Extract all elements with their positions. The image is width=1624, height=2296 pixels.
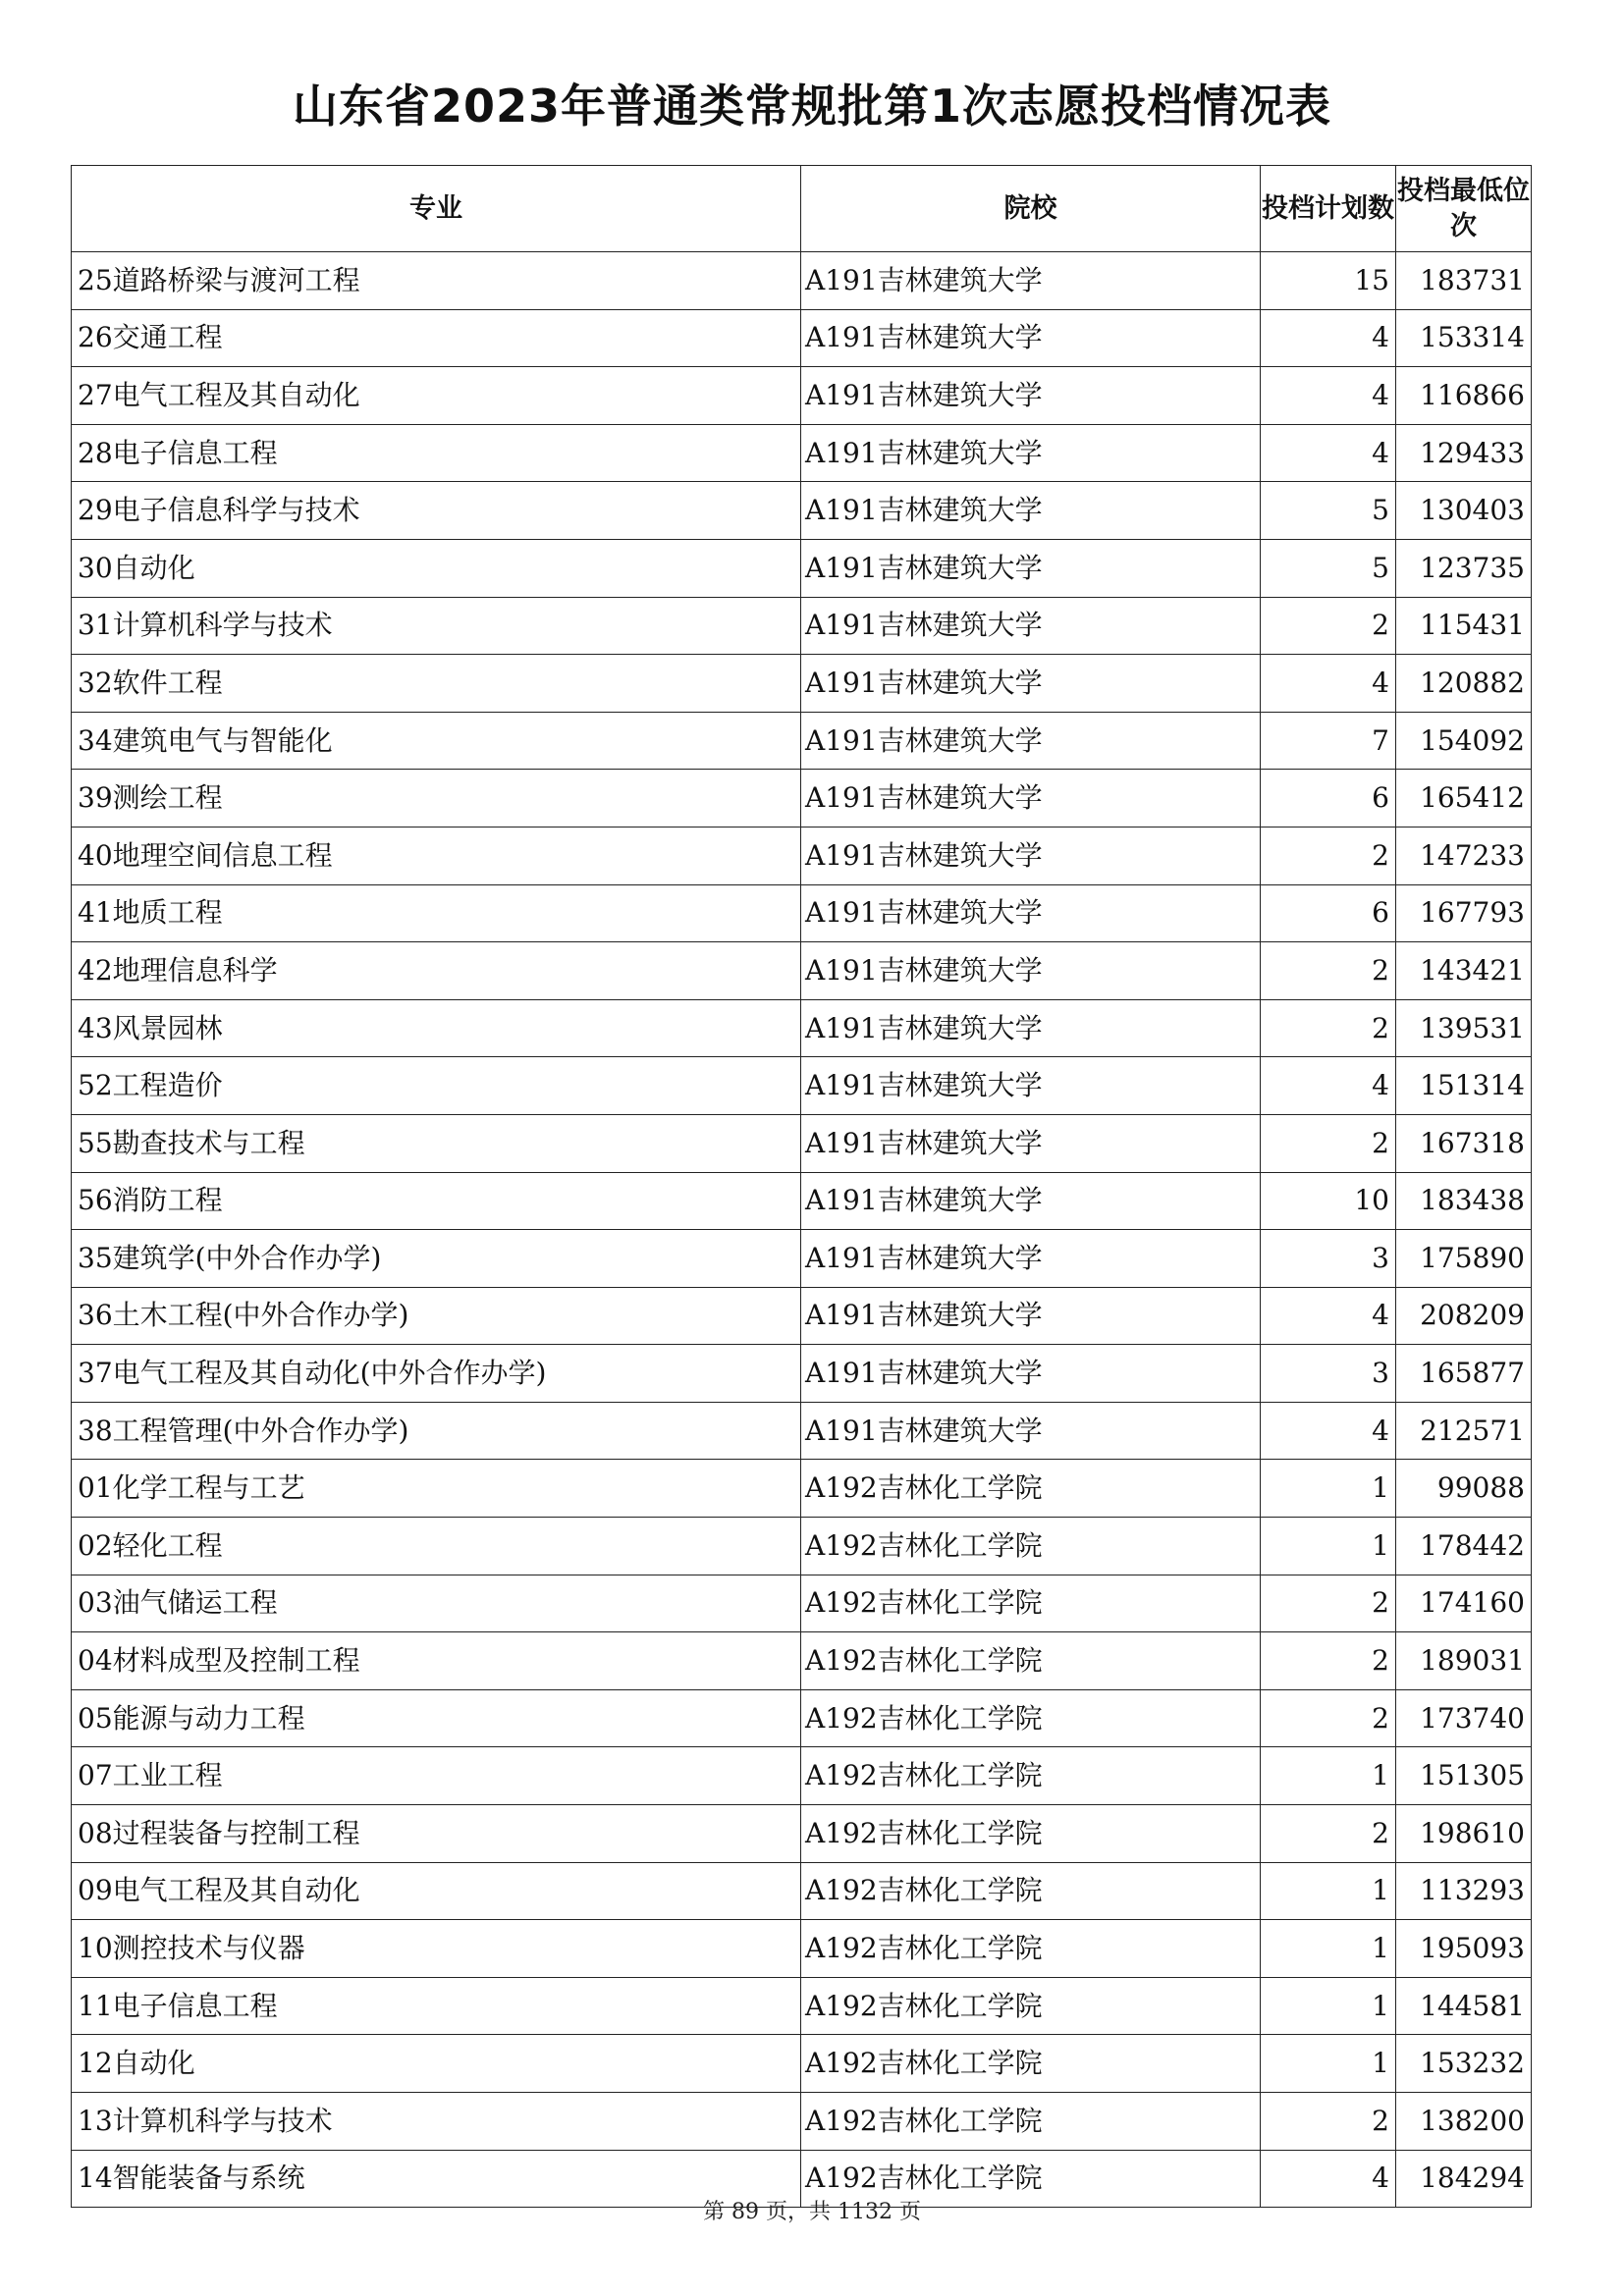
min-rank-cell: 129433 [1396,424,1532,482]
major-cell: 37电气工程及其自动化(中外合作办学) [72,1345,801,1403]
header-major: 专业 [72,166,801,252]
table-body [72,252,1532,2208]
school-cell: A192吉林化工学院 [801,1689,1261,1747]
major-cell: 43风景园林 [72,999,801,1057]
major-cell: 05能源与动力工程 [72,1689,801,1747]
min-rank-cell: 167793 [1396,884,1532,942]
major-cell: 09电气工程及其自动化 [72,1862,801,1920]
min-rank-cell: 143421 [1396,942,1532,1000]
min-rank-cell: 151314 [1396,1057,1532,1115]
school-cell: A191吉林建筑大学 [801,1057,1261,1115]
school-cell: A192吉林化工学院 [801,1862,1261,1920]
plan-count-cell: 1 [1261,1977,1396,2035]
major-cell: 40地理空间信息工程 [72,827,801,884]
table-header-row [72,166,1532,252]
min-rank-cell: 139531 [1396,999,1532,1057]
header-min-rank: 投档最低位次 [1396,166,1532,252]
school-cell: A191吉林建筑大学 [801,999,1261,1057]
table-row [72,367,1532,425]
min-rank-cell: 130403 [1396,482,1532,540]
major-cell: 25道路桥梁与渡河工程 [72,252,801,310]
min-rank-cell: 212571 [1396,1402,1532,1460]
min-rank-cell: 165877 [1396,1345,1532,1403]
plan-count-cell: 1 [1261,1460,1396,1518]
school-cell: A191吉林建筑大学 [801,827,1261,884]
school-cell: A191吉林建筑大学 [801,1345,1261,1403]
school-cell: A192吉林化工学院 [801,1805,1261,1863]
school-cell: A191吉林建筑大学 [801,884,1261,942]
school-cell: A191吉林建筑大学 [801,942,1261,1000]
table-row [72,309,1532,367]
major-cell: 56消防工程 [72,1172,801,1230]
major-cell: 29电子信息科学与技术 [72,482,801,540]
major-cell: 10测控技术与仪器 [72,1920,801,1978]
school-cell: A191吉林建筑大学 [801,1402,1261,1460]
school-cell: A192吉林化工学院 [801,2150,1261,2208]
plan-count-cell: 4 [1261,424,1396,482]
min-rank-cell: 147233 [1396,827,1532,884]
plan-count-cell: 2 [1261,1575,1396,1632]
min-rank-cell: 144581 [1396,1977,1532,2035]
table-row [72,1862,1532,1920]
table-row [72,2035,1532,2093]
school-cell: A191吉林建筑大学 [801,1172,1261,1230]
min-rank-cell: 116866 [1396,367,1532,425]
plan-count-cell: 1 [1261,1747,1396,1805]
plan-count-cell: 4 [1261,655,1396,713]
min-rank-cell: 120882 [1396,655,1532,713]
school-cell: A191吉林建筑大学 [801,1114,1261,1172]
min-rank-cell: 174160 [1396,1575,1532,1632]
plan-count-cell: 3 [1261,1345,1396,1403]
plan-count-cell: 4 [1261,309,1396,367]
min-rank-cell: 189031 [1396,1632,1532,1690]
major-cell: 41地质工程 [72,884,801,942]
table-row [72,597,1532,655]
table-row [72,1402,1532,1460]
plan-count-cell: 5 [1261,482,1396,540]
major-cell: 13计算机科学与技术 [72,2093,801,2151]
school-cell: A192吉林化工学院 [801,1977,1261,2035]
plan-count-cell: 6 [1261,770,1396,828]
major-cell: 04材料成型及控制工程 [72,1632,801,1690]
major-cell: 14智能装备与系统 [72,2150,801,2208]
min-rank-cell: 167318 [1396,1114,1532,1172]
header-plan: 投档计划数 [1261,166,1396,252]
plan-count-cell: 2 [1261,2093,1396,2151]
min-rank-cell: 153232 [1396,2035,1532,2093]
school-cell: A191吉林建筑大学 [801,252,1261,310]
major-cell: 55勘查技术与工程 [72,1114,801,1172]
plan-count-cell: 4 [1261,367,1396,425]
school-cell: A191吉林建筑大学 [801,712,1261,770]
plan-count-cell: 5 [1261,539,1396,597]
table-row [72,1057,1532,1115]
table-row [72,1460,1532,1518]
min-rank-cell: 183438 [1396,1172,1532,1230]
school-cell: A192吉林化工学院 [801,1575,1261,1632]
school-cell: A191吉林建筑大学 [801,424,1261,482]
min-rank-cell: 99088 [1396,1460,1532,1518]
table-row [72,1632,1532,1690]
table-row [72,1518,1532,1575]
table-row [72,1230,1532,1288]
major-cell: 31计算机科学与技术 [72,597,801,655]
major-cell: 26交通工程 [72,309,801,367]
major-cell: 42地理信息科学 [72,942,801,1000]
major-cell: 36土木工程(中外合作办学) [72,1287,801,1345]
min-rank-cell: 183731 [1396,252,1532,310]
school-cell: A191吉林建筑大学 [801,1287,1261,1345]
table-row [72,2093,1532,2151]
min-rank-cell: 173740 [1396,1689,1532,1747]
min-rank-cell: 154092 [1396,712,1532,770]
plan-count-cell: 1 [1261,2035,1396,2093]
table-row [72,827,1532,884]
table-row [72,1287,1532,1345]
min-rank-cell: 138200 [1396,2093,1532,2151]
major-cell: 03油气储运工程 [72,1575,801,1632]
school-cell: A192吉林化工学院 [801,1920,1261,1978]
plan-count-cell: 1 [1261,1862,1396,1920]
page-title: 山东省2023年普通类常规批第1次志愿投档情况表 [292,80,1332,133]
table-row [72,942,1532,1000]
table-row [72,1805,1532,1863]
table-row [72,252,1532,310]
major-cell: 27电气工程及其自动化 [72,367,801,425]
school-cell: A192吉林化工学院 [801,1747,1261,1805]
table-row [72,1977,1532,2035]
min-rank-cell: 178442 [1396,1518,1532,1575]
table-row [72,884,1532,942]
header-school: 院校 [801,166,1261,252]
plan-count-cell: 2 [1261,1689,1396,1747]
plan-count-cell: 3 [1261,1230,1396,1288]
page-footer: 第 89 页，共 1132 页 [703,2200,921,2224]
table-row [72,1114,1532,1172]
school-cell: A191吉林建筑大学 [801,539,1261,597]
school-cell: A191吉林建筑大学 [801,482,1261,540]
admission-table [71,165,1532,2208]
school-cell: A191吉林建筑大学 [801,309,1261,367]
plan-count-cell: 2 [1261,942,1396,1000]
school-cell: A191吉林建筑大学 [801,1230,1261,1288]
major-cell: 02轻化工程 [72,1518,801,1575]
plan-count-cell: 1 [1261,1920,1396,1978]
min-rank-cell: 175890 [1396,1230,1532,1288]
table-row [72,539,1532,597]
min-rank-cell: 184294 [1396,2150,1532,2208]
major-cell: 34建筑电气与智能化 [72,712,801,770]
table-row [72,999,1532,1057]
major-cell: 52工程造价 [72,1057,801,1115]
major-cell: 39测绘工程 [72,770,801,828]
school-cell: A192吉林化工学院 [801,1460,1261,1518]
table-row [72,1345,1532,1403]
plan-count-cell: 2 [1261,597,1396,655]
table-row [72,712,1532,770]
table-row [72,655,1532,713]
major-cell: 28电子信息工程 [72,424,801,482]
table-row [72,1689,1532,1747]
min-rank-cell: 151305 [1396,1747,1532,1805]
major-cell: 08过程装备与控制工程 [72,1805,801,1863]
plan-count-cell: 6 [1261,884,1396,942]
plan-count-cell: 2 [1261,827,1396,884]
plan-count-cell: 4 [1261,2150,1396,2208]
table-row [72,1575,1532,1632]
plan-count-cell: 7 [1261,712,1396,770]
min-rank-cell: 165412 [1396,770,1532,828]
table-row [72,1747,1532,1805]
school-cell: A191吉林建筑大学 [801,655,1261,713]
school-cell: A191吉林建筑大学 [801,597,1261,655]
table-row [72,770,1532,828]
major-cell: 32软件工程 [72,655,801,713]
min-rank-cell: 123735 [1396,539,1532,597]
plan-count-cell: 2 [1261,1632,1396,1690]
major-cell: 07工业工程 [72,1747,801,1805]
school-cell: A191吉林建筑大学 [801,770,1261,828]
plan-count-cell: 4 [1261,1057,1396,1115]
major-cell: 30自动化 [72,539,801,597]
school-cell: A192吉林化工学院 [801,2035,1261,2093]
major-cell: 35建筑学(中外合作办学) [72,1230,801,1288]
min-rank-cell: 153314 [1396,309,1532,367]
major-cell: 38工程管理(中外合作办学) [72,1402,801,1460]
min-rank-cell: 195093 [1396,1920,1532,1978]
table-row [72,1920,1532,1978]
plan-count-cell: 10 [1261,1172,1396,1230]
school-cell: A191吉林建筑大学 [801,367,1261,425]
min-rank-cell: 208209 [1396,1287,1532,1345]
plan-count-cell: 2 [1261,1114,1396,1172]
min-rank-cell: 113293 [1396,1862,1532,1920]
plan-count-cell: 2 [1261,1805,1396,1863]
plan-count-cell: 4 [1261,1287,1396,1345]
plan-count-cell: 4 [1261,1402,1396,1460]
plan-count-cell: 15 [1261,252,1396,310]
table-row [72,424,1532,482]
school-cell: A192吉林化工学院 [801,1518,1261,1575]
major-cell: 12自动化 [72,2035,801,2093]
school-cell: A192吉林化工学院 [801,1632,1261,1690]
table-row [72,1172,1532,1230]
plan-count-cell: 1 [1261,1518,1396,1575]
plan-count-cell: 2 [1261,999,1396,1057]
min-rank-cell: 115431 [1396,597,1532,655]
min-rank-cell: 198610 [1396,1805,1532,1863]
major-cell: 01化学工程与工艺 [72,1460,801,1518]
table-row [72,482,1532,540]
major-cell: 11电子信息工程 [72,1977,801,2035]
school-cell: A192吉林化工学院 [801,2093,1261,2151]
